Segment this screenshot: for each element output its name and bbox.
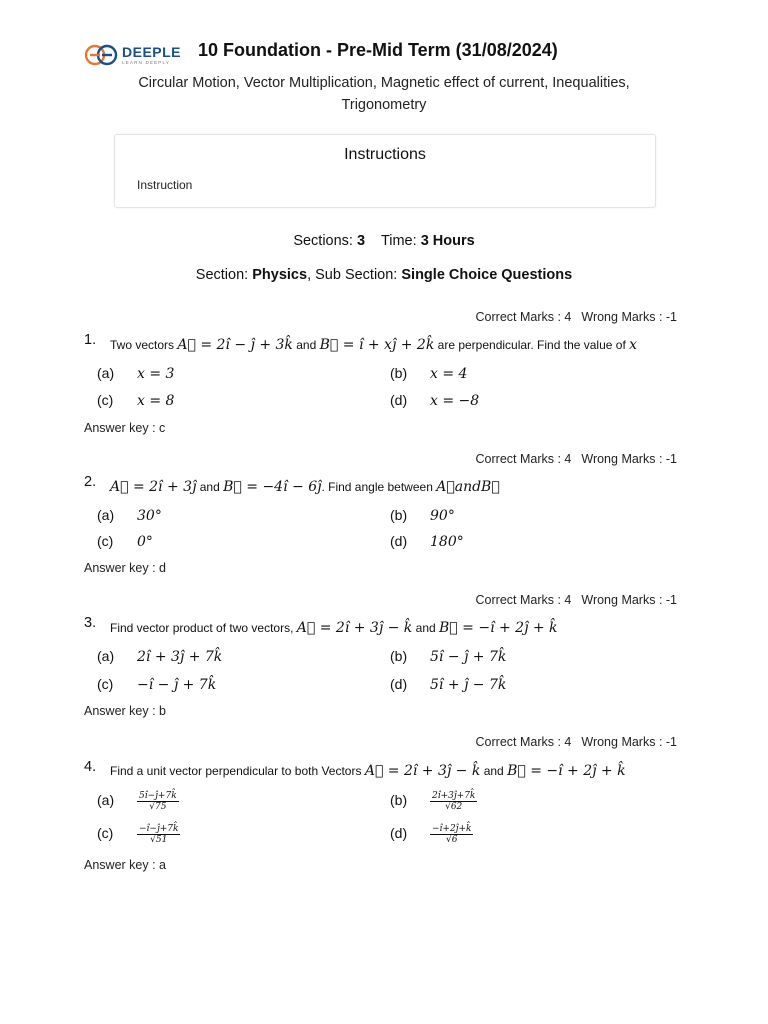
wrong-marks: Wrong Marks : -1 [581, 310, 677, 324]
sections-label: Sections: [293, 233, 353, 249]
option-c[interactable] [97, 533, 153, 550]
question-text-part: . Find angle between [321, 480, 433, 494]
option-value: x = 3 [137, 366, 175, 382]
question-text-part: and [199, 480, 220, 494]
option-b[interactable] [390, 507, 455, 524]
option-label: (c) [97, 392, 114, 408]
question-number: 1. [84, 332, 97, 348]
question-text-part: and [483, 764, 504, 778]
wrong-marks: Wrong Marks : -1 [581, 593, 677, 607]
option-label: (a) [97, 648, 115, 664]
sections-value: 3 [357, 233, 366, 249]
instructions-body: Instruction [137, 178, 193, 192]
question-text-part: Find a unit vector perpendicular to both Vectors [110, 764, 362, 778]
brand-tagline: LEARN DEEPLY [122, 60, 171, 65]
option-label: (d) [390, 392, 408, 408]
time-value: 3 Hours [420, 233, 475, 249]
option-b[interactable] [390, 365, 467, 382]
answer-key: Answer key : c [84, 421, 166, 435]
option-a[interactable] [97, 365, 174, 382]
option-label: (c) [97, 676, 114, 692]
option-fraction [430, 824, 473, 845]
question-text-part: and [415, 621, 436, 635]
fraction-numerator: −î−ĵ+7k̂ [139, 824, 179, 834]
question-text-part: and [296, 338, 317, 352]
option-label: (d) [390, 676, 408, 692]
fraction-denominator: √6 [446, 835, 458, 845]
vector-a-expression: A⃗ = 2î − ĵ + 3k̂ [177, 337, 293, 353]
deeple-logo-icon [84, 40, 118, 70]
question-text-part: Two vectors [110, 338, 175, 352]
time-label: Time: [380, 233, 417, 249]
question-text [110, 337, 637, 353]
option-b[interactable] [390, 648, 506, 665]
vector-b-expression: B⃗ = î + xĵ + 2k̂ [319, 337, 435, 353]
question-text [110, 620, 558, 636]
variable-expression: x [629, 337, 638, 353]
option-label: (c) [97, 825, 114, 842]
option-fraction [137, 824, 180, 845]
option-label: (b) [390, 648, 408, 664]
option-label: (d) [390, 533, 408, 549]
instructions-card [114, 134, 656, 208]
option-label: (b) [390, 792, 408, 809]
option-value: 5î + ĵ − 7k̂ [430, 677, 507, 693]
answer-key: Answer key : a [84, 858, 166, 872]
question-text-part: are perpendicular. Find the value of [437, 338, 626, 352]
instructions-heading: Instructions [344, 146, 426, 163]
answer-key: Answer key : d [84, 561, 166, 575]
correct-marks: Correct Marks : 4 [475, 593, 572, 607]
section-meta [0, 267, 768, 283]
option-fraction [430, 791, 477, 812]
option-a[interactable] [97, 507, 162, 524]
fraction-denominator: √62 [445, 802, 463, 812]
marks-info [476, 593, 677, 607]
option-value: 90° [430, 508, 455, 524]
question-number: 2. [84, 474, 97, 490]
question-number: 3. [84, 615, 97, 631]
deeple-logo [84, 40, 184, 70]
vector-a-expression: A⃗ = 2î + 3ĵ [110, 479, 197, 495]
correct-marks: Correct Marks : 4 [475, 735, 572, 749]
brand-name: DEEPLE [122, 44, 182, 60]
correct-marks: Correct Marks : 4 [475, 310, 572, 324]
option-label: (a) [97, 507, 115, 523]
option-label: (b) [390, 507, 408, 523]
vector-pair-expression: A⃗andB⃗ [436, 479, 500, 495]
fraction-denominator: √51 [150, 835, 168, 845]
option-d[interactable] [390, 676, 506, 693]
marks-info [476, 310, 677, 324]
fraction-numerator: 5î−ĵ+7k̂ [139, 791, 177, 801]
marks-info [476, 452, 677, 466]
option-value: x = −8 [430, 393, 480, 409]
option-label: (c) [97, 533, 114, 549]
question-text [110, 479, 500, 495]
option-label: (b) [390, 365, 408, 381]
option-label: (a) [97, 365, 115, 381]
marks-info [476, 735, 677, 749]
answer-key: Answer key : b [84, 704, 166, 718]
option-value: 0° [137, 534, 153, 550]
vector-a-expression: A⃗ = 2î + 3ĵ − k̂ [296, 620, 413, 636]
wrong-marks: Wrong Marks : -1 [581, 452, 677, 466]
option-value: 2î + 3ĵ + 7k̂ [137, 649, 223, 665]
option-fraction [137, 791, 179, 812]
option-value: x = 8 [137, 393, 175, 409]
section-label: Section: [195, 267, 249, 283]
question-number: 4. [84, 759, 97, 775]
option-value: 5î − ĵ + 7k̂ [430, 649, 507, 665]
page-title: 10 Foundation - Pre-Mid Term (31/08/2024) [198, 40, 558, 60]
option-value: 180° [430, 534, 464, 550]
option-value: x = 4 [430, 366, 468, 382]
fraction-numerator: 2î+3ĵ+7k̂ [432, 791, 476, 801]
subsection-value: Single Choice Questions [401, 267, 573, 283]
option-d[interactable] [390, 533, 464, 550]
fraction-denominator: √75 [149, 802, 167, 812]
option-c[interactable] [97, 392, 174, 409]
vector-b-expression: B⃗ = −î + 2ĵ + k̂ [507, 763, 626, 779]
correct-marks: Correct Marks : 4 [475, 452, 572, 466]
wrong-marks: Wrong Marks : -1 [581, 735, 677, 749]
section-value: Physics [252, 267, 308, 283]
exam-meta [0, 233, 768, 249]
option-label: (a) [97, 792, 115, 809]
header [0, 36, 768, 72]
vector-b-expression: B⃗ = −î + 2ĵ + k̂ [439, 620, 558, 636]
subsection-label: , Sub Section: [307, 267, 398, 283]
page-subtitle: Circular Motion, Vector Multiplication, Magnetic effect of current, Inequalities, Trigonometry [138, 75, 630, 113]
option-value: 30° [137, 508, 162, 524]
vector-a-expression: A⃗ = 2î + 3ĵ − k̂ [364, 763, 481, 779]
option-label: (d) [390, 825, 408, 842]
option-b[interactable] [390, 791, 477, 812]
option-a[interactable] [97, 791, 179, 812]
option-a[interactable] [97, 648, 222, 665]
vector-b-expression: B⃗ = −4î − 6ĵ [223, 479, 322, 495]
option-d[interactable] [390, 392, 479, 409]
option-value: −î − ĵ + 7k̂ [137, 677, 217, 693]
fraction-numerator: −î+2ĵ+k̂ [432, 824, 472, 834]
option-c[interactable] [97, 676, 216, 693]
option-d[interactable] [390, 824, 473, 845]
question-text-part: Find vector product of two vectors, [110, 621, 294, 635]
option-c[interactable] [97, 824, 180, 845]
question-text [110, 763, 626, 779]
